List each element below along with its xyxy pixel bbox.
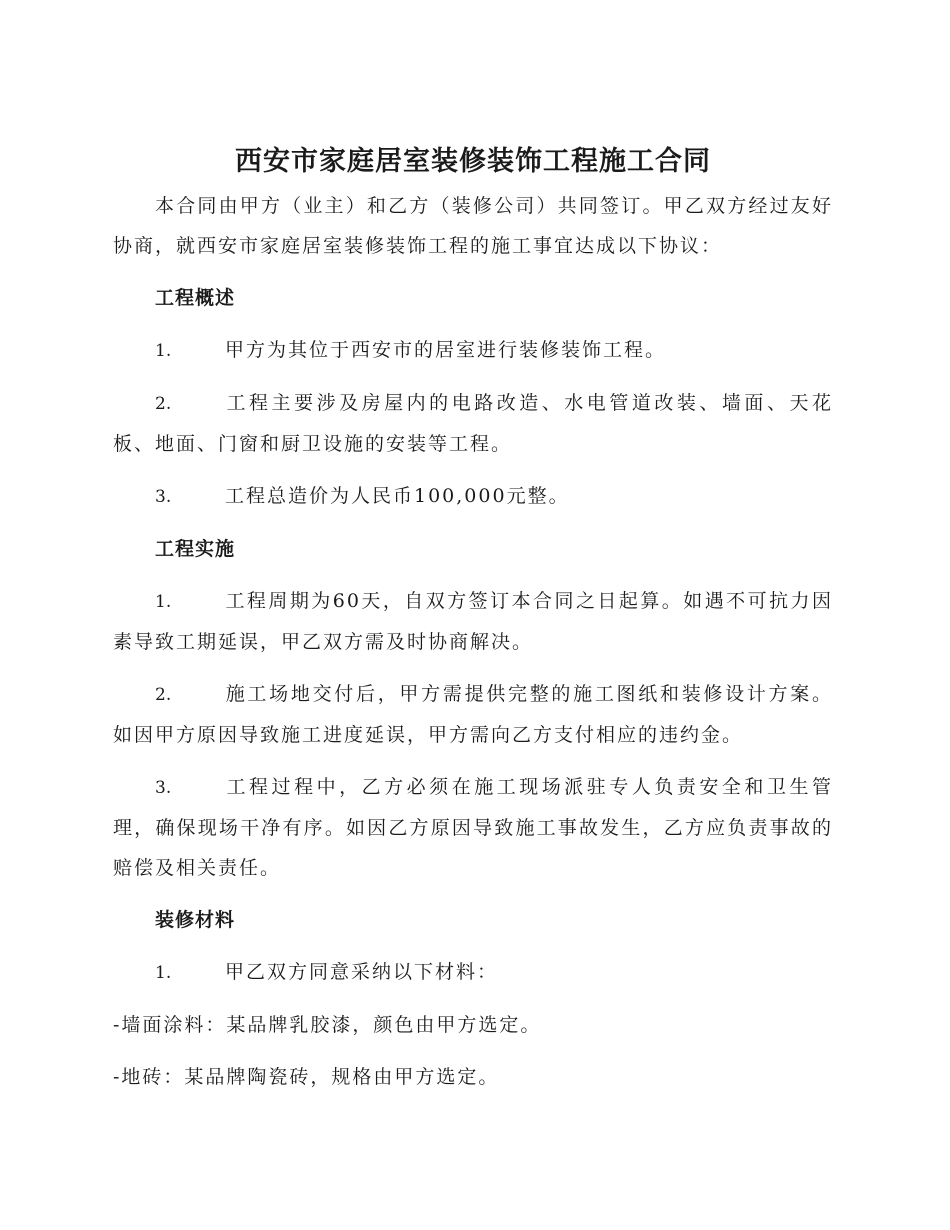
- item-number: 2.: [155, 394, 172, 414]
- list-item: [113, 674, 833, 755]
- material-bullet: -墙面涂料：某品牌乳胶漆，颜色由甲方选定。: [113, 1014, 542, 1036]
- item-text: 工程周期为60天，自双方签订本合同之日起算。如遇不可抗力因素导致工期延误，甲乙双方需及时协商解决。: [113, 590, 833, 653]
- list-item: [113, 767, 833, 888]
- list-item: [113, 330, 833, 371]
- intro-paragraph: 本合同由甲方（业主）和乙方（装修公司）共同签订。甲乙双方经过友好协商，就西安市家庭居室装修装饰工程的施工事宜达成以下协议：: [113, 195, 833, 257]
- item-number: 1.: [155, 592, 172, 612]
- item-number: 3.: [155, 778, 172, 798]
- list-item: [113, 952, 833, 993]
- section-overview: [113, 278, 833, 517]
- item-text: 甲乙双方同意采纳以下材料：: [225, 961, 499, 983]
- list-item: [113, 383, 833, 464]
- item-number: 2.: [155, 685, 172, 705]
- item-number: 1.: [155, 963, 172, 983]
- item-number: 3.: [155, 487, 172, 507]
- list-item: [113, 476, 833, 517]
- item-text: 工程总造价为人民币100,000元整。: [225, 485, 570, 507]
- section-heading: 工程概述: [155, 287, 236, 309]
- section-heading: 装修材料: [155, 909, 236, 931]
- section-implementation: [113, 529, 833, 888]
- document-page: [113, 140, 833, 1109]
- document-title: 西安市家庭居室装修装饰工程施工合同: [235, 146, 711, 177]
- list-item: [113, 581, 833, 662]
- item-number: 1.: [155, 341, 172, 361]
- item-text: 甲方为其位于西安市的居室进行装修装饰工程。: [225, 339, 667, 361]
- material-bullet: -地砖：某品牌陶瓷砖，规格由甲方选定。: [113, 1066, 500, 1088]
- item-text: 工程过程中，乙方必须在施工现场派驻专人负责安全和卫生管理，确保现场干净有序。如因乙方原因导致施工事故发生，乙方应负责事故的赔偿及相关责任。: [113, 776, 833, 879]
- item-text: 施工场地交付后，甲方需提供完整的施工图纸和装修设计方案。如因甲方原因导致施工进度延误，甲方需向乙方支付相应的违约金。: [113, 683, 833, 746]
- section-materials: [113, 900, 833, 1097]
- item-text: 工程主要涉及房屋内的电路改造、水电管道改装、墙面、天花板、地面、门窗和厨卫设施的安装等工程。: [113, 392, 833, 455]
- section-heading: 工程实施: [155, 538, 236, 560]
